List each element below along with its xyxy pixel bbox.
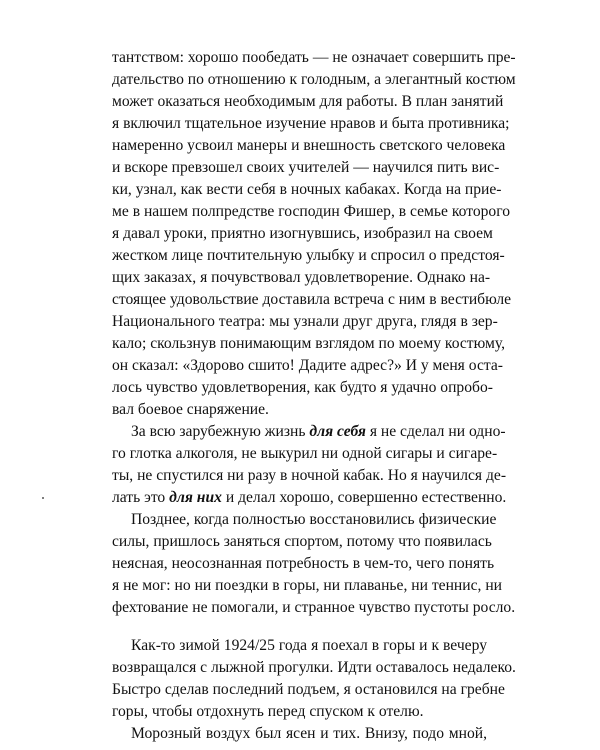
text-line: я не мог: но ни поездки в горы, ни плаванье, ни теннис, ни bbox=[112, 577, 503, 594]
paper-speck bbox=[42, 497, 44, 499]
text-line: лось чувство удовлетворения, как будто я удачно опробо- bbox=[112, 379, 493, 396]
text-line: стоящее удовольствие доставила встреча с ним в вестибюле bbox=[112, 291, 512, 308]
text-line: фехтование не помогали, и странное чувство пустоты росло. bbox=[112, 599, 516, 616]
text-line: горы, чтобы отдохнуть перед спуском к отелю. bbox=[112, 703, 424, 720]
text-line: вал боевое снаряжение. bbox=[112, 401, 269, 418]
text-run: и делал хорошо, совершенно естественно. bbox=[221, 489, 507, 506]
text-line: намеренно усвоил манеры и внешность светского человека bbox=[112, 137, 506, 154]
text-line bbox=[131, 421, 506, 443]
text-line: он сказал: «Здорово сшито! Дадите адрес?» И у меня оста- bbox=[112, 357, 503, 374]
text-line: ме в нашем полпредстве господин Фишер, в семье которого bbox=[112, 203, 511, 220]
text-line: и вскоре превзошел своих учителей — научился пить вис- bbox=[112, 159, 500, 176]
text-line: ты, не спустился ни разу в ночной кабак. Но я научился де- bbox=[112, 467, 507, 484]
text-line: Позднее, когда полностью восстановились физические bbox=[131, 511, 497, 528]
text-line: Морозный воздух был ясен и тих. Внизу, подо мной, bbox=[131, 725, 487, 742]
text-line: возвращался с лыжной прогулки. Идти оставалось недалеко. bbox=[112, 659, 516, 676]
text-line: может оказаться необходимым для работы. В план занятий bbox=[112, 93, 504, 110]
text-line: неясная, неосознанная потребность в чем-то, чего понять bbox=[112, 555, 495, 572]
text-line: кало; скользнув понимающим взглядом по моему костюму, bbox=[112, 335, 506, 352]
text-run: я не сделал ни одно- bbox=[365, 423, 506, 440]
text-line: Национального театра: мы узнали друг друга, глядя в зер- bbox=[112, 313, 498, 330]
text-line: дательство по отношению к голодным, а элегантный костюм bbox=[112, 71, 516, 88]
text-line: щих заказах, я почувствовал удовлетворение. Однако на- bbox=[112, 269, 491, 286]
text-line: тантством: хорошо пообедать — не означает совершить пре- bbox=[112, 49, 516, 66]
text-line: го глотка алкоголя, не выкурил ни одной сигары и сигаре- bbox=[112, 445, 498, 462]
emphasis-text: для них bbox=[169, 489, 222, 506]
text-line: Быстро сделав последний подъем, я остановился на гребне bbox=[112, 681, 505, 698]
text-run: лать это bbox=[112, 489, 170, 506]
text-line bbox=[112, 487, 507, 509]
text-run: За всю зарубежную жизнь bbox=[131, 423, 310, 440]
emphasis-text: для себя bbox=[309, 423, 366, 440]
text-line: я давал уроки, приятно изогнувшись, изобразил на своем bbox=[112, 225, 493, 242]
text-line: я включил тщательное изучение нравов и быта противника; bbox=[112, 115, 510, 132]
text-line: жестком лице почтительную улыбку и спросил о предстоя- bbox=[112, 247, 505, 264]
text-line: Как-то зимой 1924/25 года я поехал в горы и к вечеру bbox=[131, 637, 487, 654]
text-line: силы, пришлось заняться спортом, потому что появилась bbox=[112, 533, 492, 550]
text-line: ки, узнал, как вести себя в ночных кабаках. Когда на прие- bbox=[112, 181, 502, 198]
